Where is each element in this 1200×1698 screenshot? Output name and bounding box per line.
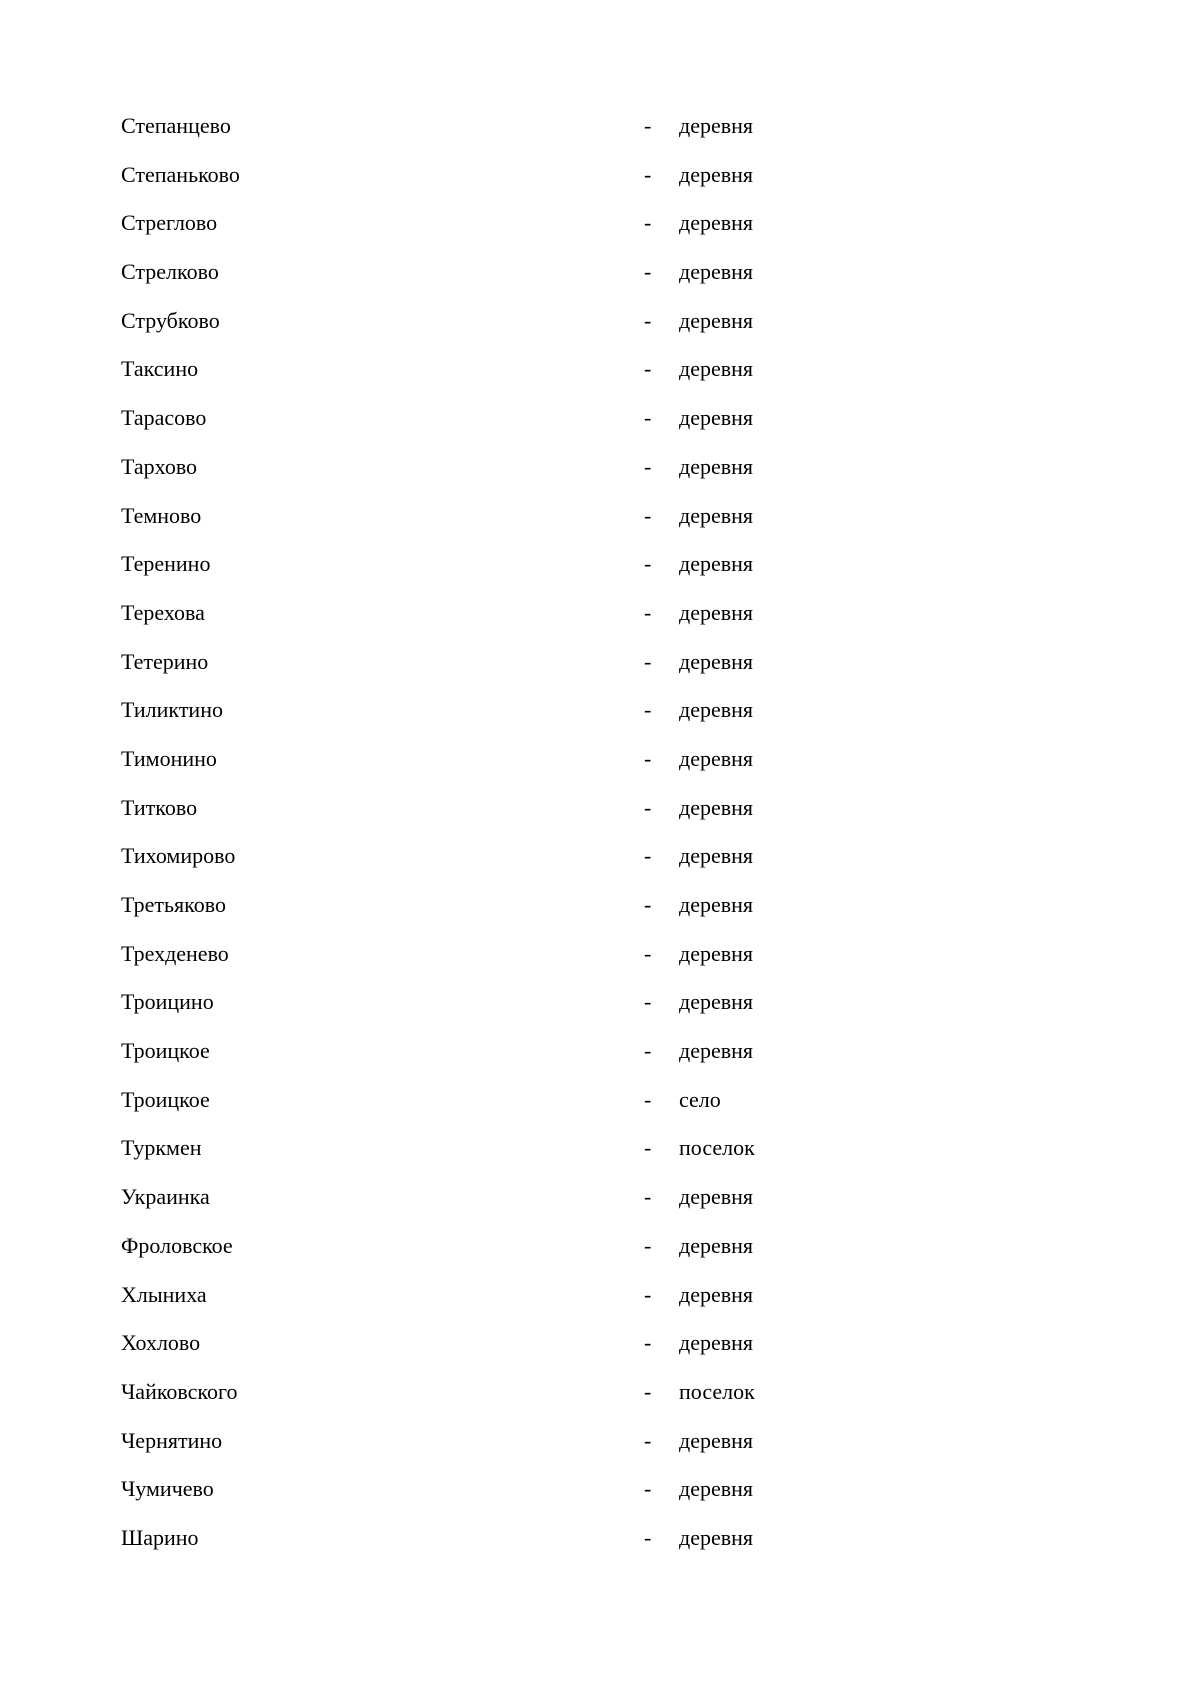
settlement-name: Стреглово bbox=[121, 210, 218, 236]
list-item bbox=[121, 1132, 881, 1181]
settlement-type: деревня bbox=[679, 210, 754, 236]
list-item bbox=[121, 1522, 881, 1571]
settlement-type: деревня bbox=[679, 1330, 754, 1356]
settlement-name: Чернятино bbox=[121, 1427, 223, 1453]
list-item bbox=[121, 1376, 881, 1425]
separator-dash: - bbox=[644, 113, 652, 138]
settlement-type: деревня bbox=[679, 307, 754, 333]
settlement-name: Хохлово bbox=[121, 1330, 201, 1356]
settlement-name: Троицкое bbox=[121, 1086, 210, 1112]
separator-dash: - bbox=[644, 453, 652, 479]
separator-dash: - bbox=[644, 1281, 652, 1307]
list-item bbox=[121, 548, 881, 597]
separator-dash: - bbox=[644, 1524, 652, 1550]
list-item bbox=[121, 402, 881, 451]
settlement-name: Титково bbox=[121, 794, 198, 820]
settlement-name: Троицино bbox=[121, 989, 214, 1015]
settlement-name: Шарино bbox=[121, 1524, 199, 1550]
list-item bbox=[121, 1035, 881, 1084]
list-item bbox=[121, 159, 881, 208]
separator-dash: - bbox=[644, 307, 652, 333]
separator-dash: - bbox=[644, 1184, 652, 1210]
separator-dash: - bbox=[644, 940, 652, 966]
settlement-name: Терехова bbox=[121, 599, 205, 625]
separator-dash: - bbox=[644, 989, 652, 1015]
list-item bbox=[121, 1327, 881, 1376]
settlement-type: деревня bbox=[679, 892, 754, 917]
settlement-name: Струбково bbox=[121, 307, 220, 333]
separator-dash: - bbox=[644, 1330, 652, 1356]
settlement-type: деревня bbox=[679, 1427, 754, 1453]
separator-dash: - bbox=[644, 843, 652, 869]
list-item bbox=[121, 986, 881, 1035]
separator-dash: - bbox=[644, 745, 652, 771]
separator-dash: - bbox=[644, 599, 652, 625]
separator-dash: - bbox=[644, 794, 652, 820]
settlement-type: деревня bbox=[679, 648, 754, 674]
separator-dash: - bbox=[644, 259, 652, 285]
list-item bbox=[121, 792, 881, 841]
list-item bbox=[121, 1425, 881, 1474]
list-item bbox=[121, 938, 881, 987]
list-item bbox=[121, 207, 881, 256]
settlement-name: Степанцево bbox=[121, 113, 231, 138]
settlement-name: Тетерино bbox=[121, 648, 209, 674]
settlement-name: Тихомирово bbox=[121, 843, 236, 869]
list-item bbox=[121, 353, 881, 402]
settlement-name: Хлыниха bbox=[121, 1281, 207, 1307]
settlement-type: деревня bbox=[679, 1281, 754, 1307]
settlement-name: Тиликтино bbox=[121, 697, 223, 723]
settlement-type: деревня bbox=[679, 599, 754, 625]
settlement-type: деревня bbox=[679, 356, 754, 382]
separator-dash: - bbox=[644, 1038, 652, 1064]
separator-dash: - bbox=[644, 502, 652, 528]
list-item bbox=[121, 500, 881, 549]
settlement-name: Тимонино bbox=[121, 745, 217, 771]
settlement-name: Фроловское bbox=[121, 1232, 233, 1258]
settlement-type: село bbox=[679, 1086, 721, 1112]
settlement-name: Чумичево bbox=[121, 1476, 214, 1502]
list-item bbox=[121, 694, 881, 743]
settlement-type: деревня bbox=[679, 1524, 754, 1550]
list-item bbox=[121, 1473, 881, 1522]
separator-dash: - bbox=[644, 356, 652, 382]
settlement-type: деревня bbox=[679, 697, 754, 723]
list-item bbox=[121, 1084, 881, 1133]
settlement-name: Троицкое bbox=[121, 1038, 210, 1064]
list-item bbox=[121, 597, 881, 646]
settlement-name: Трехденево bbox=[121, 940, 229, 966]
list-item bbox=[121, 1181, 881, 1230]
settlement-name: Тарасово bbox=[121, 405, 207, 431]
settlement-type: деревня bbox=[679, 940, 754, 966]
settlement-type: деревня bbox=[679, 551, 754, 577]
settlement-type: деревня bbox=[679, 794, 754, 820]
settlement-name: Стрелково bbox=[121, 259, 219, 285]
separator-dash: - bbox=[644, 405, 652, 431]
settlement-type: деревня bbox=[679, 1184, 754, 1210]
list-item bbox=[121, 1230, 881, 1279]
settlement-type: деревня bbox=[679, 1476, 754, 1502]
separator-dash: - bbox=[644, 1232, 652, 1258]
list-item bbox=[121, 743, 881, 792]
settlement-name: Степаньково bbox=[121, 161, 240, 187]
separator-dash: - bbox=[644, 648, 652, 674]
separator-dash: - bbox=[644, 1476, 652, 1502]
settlement-type: деревня bbox=[679, 259, 754, 285]
settlement-type: деревня bbox=[679, 989, 754, 1015]
settlement-type: деревня bbox=[679, 502, 754, 528]
list-item bbox=[121, 305, 881, 354]
separator-dash: - bbox=[644, 551, 652, 577]
separator-dash: - bbox=[644, 210, 652, 236]
settlement-name: Третьяково bbox=[121, 892, 226, 917]
list-item bbox=[121, 646, 881, 695]
settlement-name: Чайковского bbox=[121, 1378, 238, 1404]
list-item bbox=[121, 1279, 881, 1328]
settlement-type: деревня bbox=[679, 745, 754, 771]
settlement-type: деревня bbox=[679, 843, 754, 869]
separator-dash: - bbox=[644, 892, 652, 917]
list-item bbox=[121, 256, 881, 305]
separator-dash: - bbox=[644, 161, 652, 187]
separator-dash: - bbox=[644, 1086, 652, 1112]
settlement-name: Теренино bbox=[121, 551, 211, 577]
settlement-type: поселок bbox=[679, 1135, 755, 1161]
list-item bbox=[121, 451, 881, 500]
settlement-type: деревня bbox=[679, 161, 754, 187]
list-item bbox=[121, 840, 881, 889]
separator-dash: - bbox=[644, 1378, 652, 1404]
settlement-type: деревня bbox=[679, 113, 754, 138]
settlement-name: Туркмен bbox=[121, 1135, 202, 1161]
settlement-name: Темново bbox=[121, 502, 202, 528]
list-item bbox=[121, 889, 881, 938]
list-item bbox=[121, 110, 881, 159]
settlement-type: деревня bbox=[679, 1038, 754, 1064]
settlement-type: деревня bbox=[679, 1232, 754, 1258]
settlement-type: деревня bbox=[679, 453, 754, 479]
settlement-name: Таксино bbox=[121, 356, 199, 382]
settlement-type: деревня bbox=[679, 405, 754, 431]
separator-dash: - bbox=[644, 697, 652, 723]
settlement-name: Украинка bbox=[121, 1184, 210, 1210]
separator-dash: - bbox=[644, 1427, 652, 1453]
settlement-name: Тархово bbox=[121, 453, 198, 479]
separator-dash: - bbox=[644, 1135, 652, 1161]
settlement-list bbox=[121, 110, 881, 1571]
settlement-type: поселок bbox=[679, 1378, 755, 1404]
